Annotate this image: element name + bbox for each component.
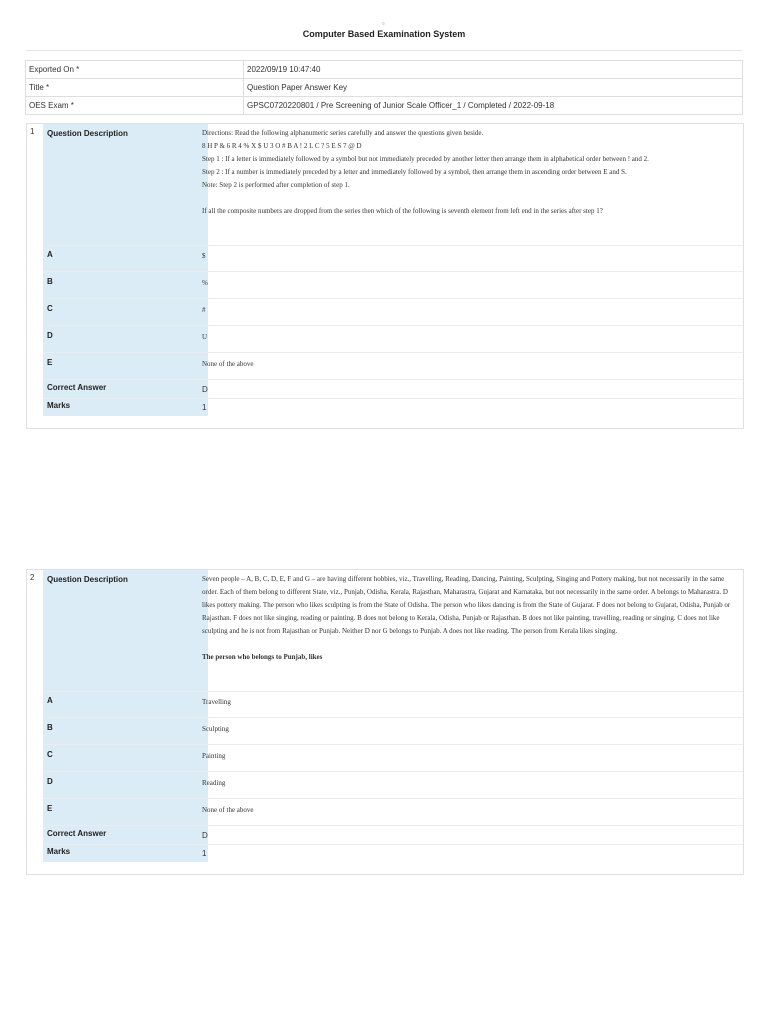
option-label: A (47, 250, 53, 259)
question-description-text (202, 573, 739, 664)
meta-value: 2022/09/19 10:47:40 (244, 61, 743, 79)
meta-key: Exported On * (26, 61, 244, 79)
correct-answer-value: D (202, 385, 208, 394)
option-value: None of the above (202, 360, 254, 368)
option-value: Reading (202, 779, 226, 787)
marks-label: Marks (47, 847, 71, 856)
question-description-row (43, 570, 743, 692)
correct-answer-label: Correct Answer (47, 383, 107, 392)
option-label: B (47, 723, 53, 732)
option-row-d (43, 326, 743, 353)
option-label: E (47, 358, 53, 367)
option-label: B (47, 277, 53, 286)
description-line: Step 2 : If a number is immediately preceded by a letter and immediately followed by a symbol, then arrange them in ascending order between E and S. (202, 168, 627, 176)
correct-answer-row (43, 380, 743, 399)
correct-answer-row (43, 826, 743, 845)
description-line: 8 H P & 6 R 4 % X $ U 3 O # B A ! 2 L C ? 5 E S 7 @ D (202, 142, 362, 150)
meta-key: Title * (26, 79, 244, 97)
option-label: E (47, 804, 53, 813)
meta-value: GPSC0720220801 / Pre Screening of Junior Scale Officer_1 / Completed / 2022-09-18 (244, 97, 743, 115)
option-value: % (202, 279, 208, 287)
question-description-text (202, 127, 739, 218)
option-row-e (43, 799, 743, 826)
option-row-d (43, 772, 743, 799)
marks-value: 1 (202, 849, 207, 858)
correct-answer-label: Correct Answer (47, 829, 107, 838)
option-value: U (202, 333, 208, 341)
system-title: Computer Based Examination System (302, 29, 466, 39)
option-value: Painting (202, 752, 226, 760)
marks-label: Marks (47, 401, 71, 410)
option-value: Sculpting (202, 725, 229, 733)
question-text: If all the composite numbers are dropped from the series then which of the following is seventh element from left end in the series after step 1? (202, 207, 603, 215)
meta-row-title (26, 79, 743, 97)
option-label: C (47, 304, 53, 313)
question-number: 2 (30, 573, 35, 582)
exam-logo-mark: © (382, 21, 385, 26)
question-description-row (43, 124, 743, 246)
option-row-a (43, 691, 743, 718)
option-value: $ (202, 252, 206, 260)
option-row-e (43, 353, 743, 380)
option-row-c (43, 299, 743, 326)
meta-row-oes-exam (26, 97, 743, 115)
marks-row (43, 399, 743, 416)
question-card-2 (26, 569, 744, 875)
question-text: The person who belongs to Punjab, likes (202, 653, 323, 661)
option-row-c (43, 745, 743, 772)
description-line: Note: Step 2 is performed after completion of step 1. (202, 181, 350, 189)
correct-answer-value: D (202, 831, 208, 840)
option-label: C (47, 750, 53, 759)
header-divider (26, 50, 742, 51)
option-row-a (43, 245, 743, 272)
question-description-label: Question Description (47, 129, 128, 138)
option-label: D (47, 331, 53, 340)
question-card-1 (26, 123, 744, 429)
description-line: Directions: Read the following alphanumeric series carefully and answer the questions given beside. (202, 129, 484, 137)
option-row-b (43, 272, 743, 299)
marks-value: 1 (202, 403, 207, 412)
option-value: # (202, 306, 206, 314)
exam-meta-table (25, 60, 743, 115)
marks-row (43, 845, 743, 862)
meta-row-exported-on (26, 61, 743, 79)
question-number: 1 (30, 127, 35, 136)
option-label: D (47, 777, 53, 786)
option-row-b (43, 718, 743, 745)
meta-value: Question Paper Answer Key (244, 79, 743, 97)
question-description-label: Question Description (47, 575, 128, 584)
description-line: Step 1 : If a letter is immediately followed by a symbol but not immediately preceded by another letter then arrange them in alphabetical order between ! and 2. (202, 155, 649, 163)
option-value: Travelling (202, 698, 231, 706)
option-value: None of the above (202, 806, 254, 814)
meta-key: OES Exam * (26, 97, 244, 115)
description-line: Seven people – A, B, C, D, E, F and G – are having different hobbies, viz., Travelling, Reading, Dancing, Painting, Sculpting, Singing and Pottery making, but not necessarily in the same order. Each of them belong to different State, viz., Punjab, Odisha, Kerala, Rajasthan, Maharastra, Gujarat and Karnataka, but not necessarily in the same order. A belongs to Maharastra. D likes pottery making. The person who likes sculpting is from the State of Odisha. The person who likes dancing is from the State of Gujarat. F does not belong to Gujarat, Odisha, Punjab or Rajasthan. F does not like singing, reading or painting. B does not belong to Kerala, Odisha, Punjab or Rajasthan. B does not like painting, travelling, reading or singing. C does not like sculpting and he is not from Rajasthan or Punjab. Neither D nor G belongs to Punjab. A does not like reading. The person from Kerala likes singing. (202, 575, 731, 635)
option-label: A (47, 696, 53, 705)
